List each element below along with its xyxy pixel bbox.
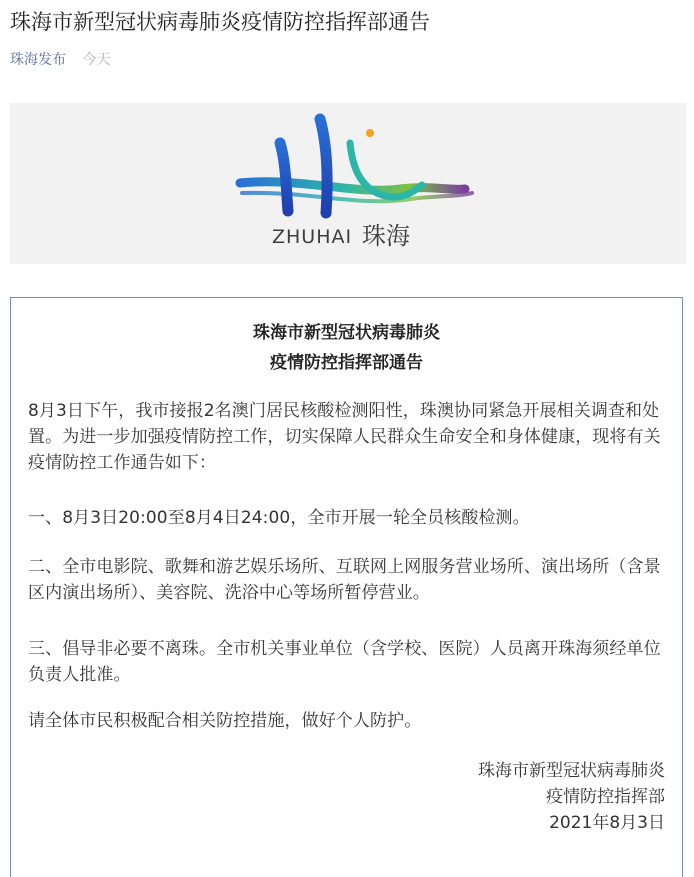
notice-heading [11,318,682,378]
notice-intro-paragraph: 8月3日下午，我市接报2名澳门居民核酸检测阳性，珠澳协同紧急开展相关调查和处置。为进一步加强疫情防控工作，切实保障人民群众生命安全和身体健康，现将有关疫情防控工作通告如下： [28,401,661,473]
signature-date: 2021年8月3日 [549,813,665,833]
notice-item-3: 三、倡导非必要不离珠。全市机关事业单位（含学校、医院）人员离开珠海须经单位负责人批准。 [28,639,661,685]
logo-text-cn: 珠海 [362,222,410,250]
logo-text-en: ZHUHAI [272,226,353,248]
notice-item-1: 一、8月3日20:00至8月4日24:00，全市开展一轮全员核酸检测。 [28,508,530,528]
wave-stroke-bottom [242,193,472,201]
article-title: 珠海市新型冠状病毒肺炎疫情防控指挥部通告 [10,10,430,34]
signature-line-2: 疫情防控指挥部 [546,787,665,807]
letter-h-left-bar [280,143,288,211]
zhuhai-logo-banner [10,103,686,264]
article-meta [10,50,110,70]
letter-i-dot [366,129,374,137]
notice-heading-line-1: 珠海市新型冠状病毒肺炎 [253,323,440,343]
source-account-link[interactable]: 珠海发布 [10,52,66,68]
notice-heading-line-2: 疫情防控指挥部通告 [270,353,423,373]
notice-item-2: 二、全市电影院、歌舞和游艺娱乐场所、互联网上网服务营业场所、演出场所（含景区内演出场所）、美容院、洗浴中心等场所暂停营业。 [28,557,661,603]
notice-box [10,297,683,877]
zhuhai-logo-icon [10,103,686,264]
notice-closing: 请全体市民积极配合相关防控措施，做好个人防护。 [28,711,422,731]
wave-stroke-top [240,182,465,190]
signature-line-1: 珠海市新型冠状病毒肺炎 [478,761,665,781]
notice-signature [478,758,665,836]
publish-time: 今天 [82,52,111,68]
